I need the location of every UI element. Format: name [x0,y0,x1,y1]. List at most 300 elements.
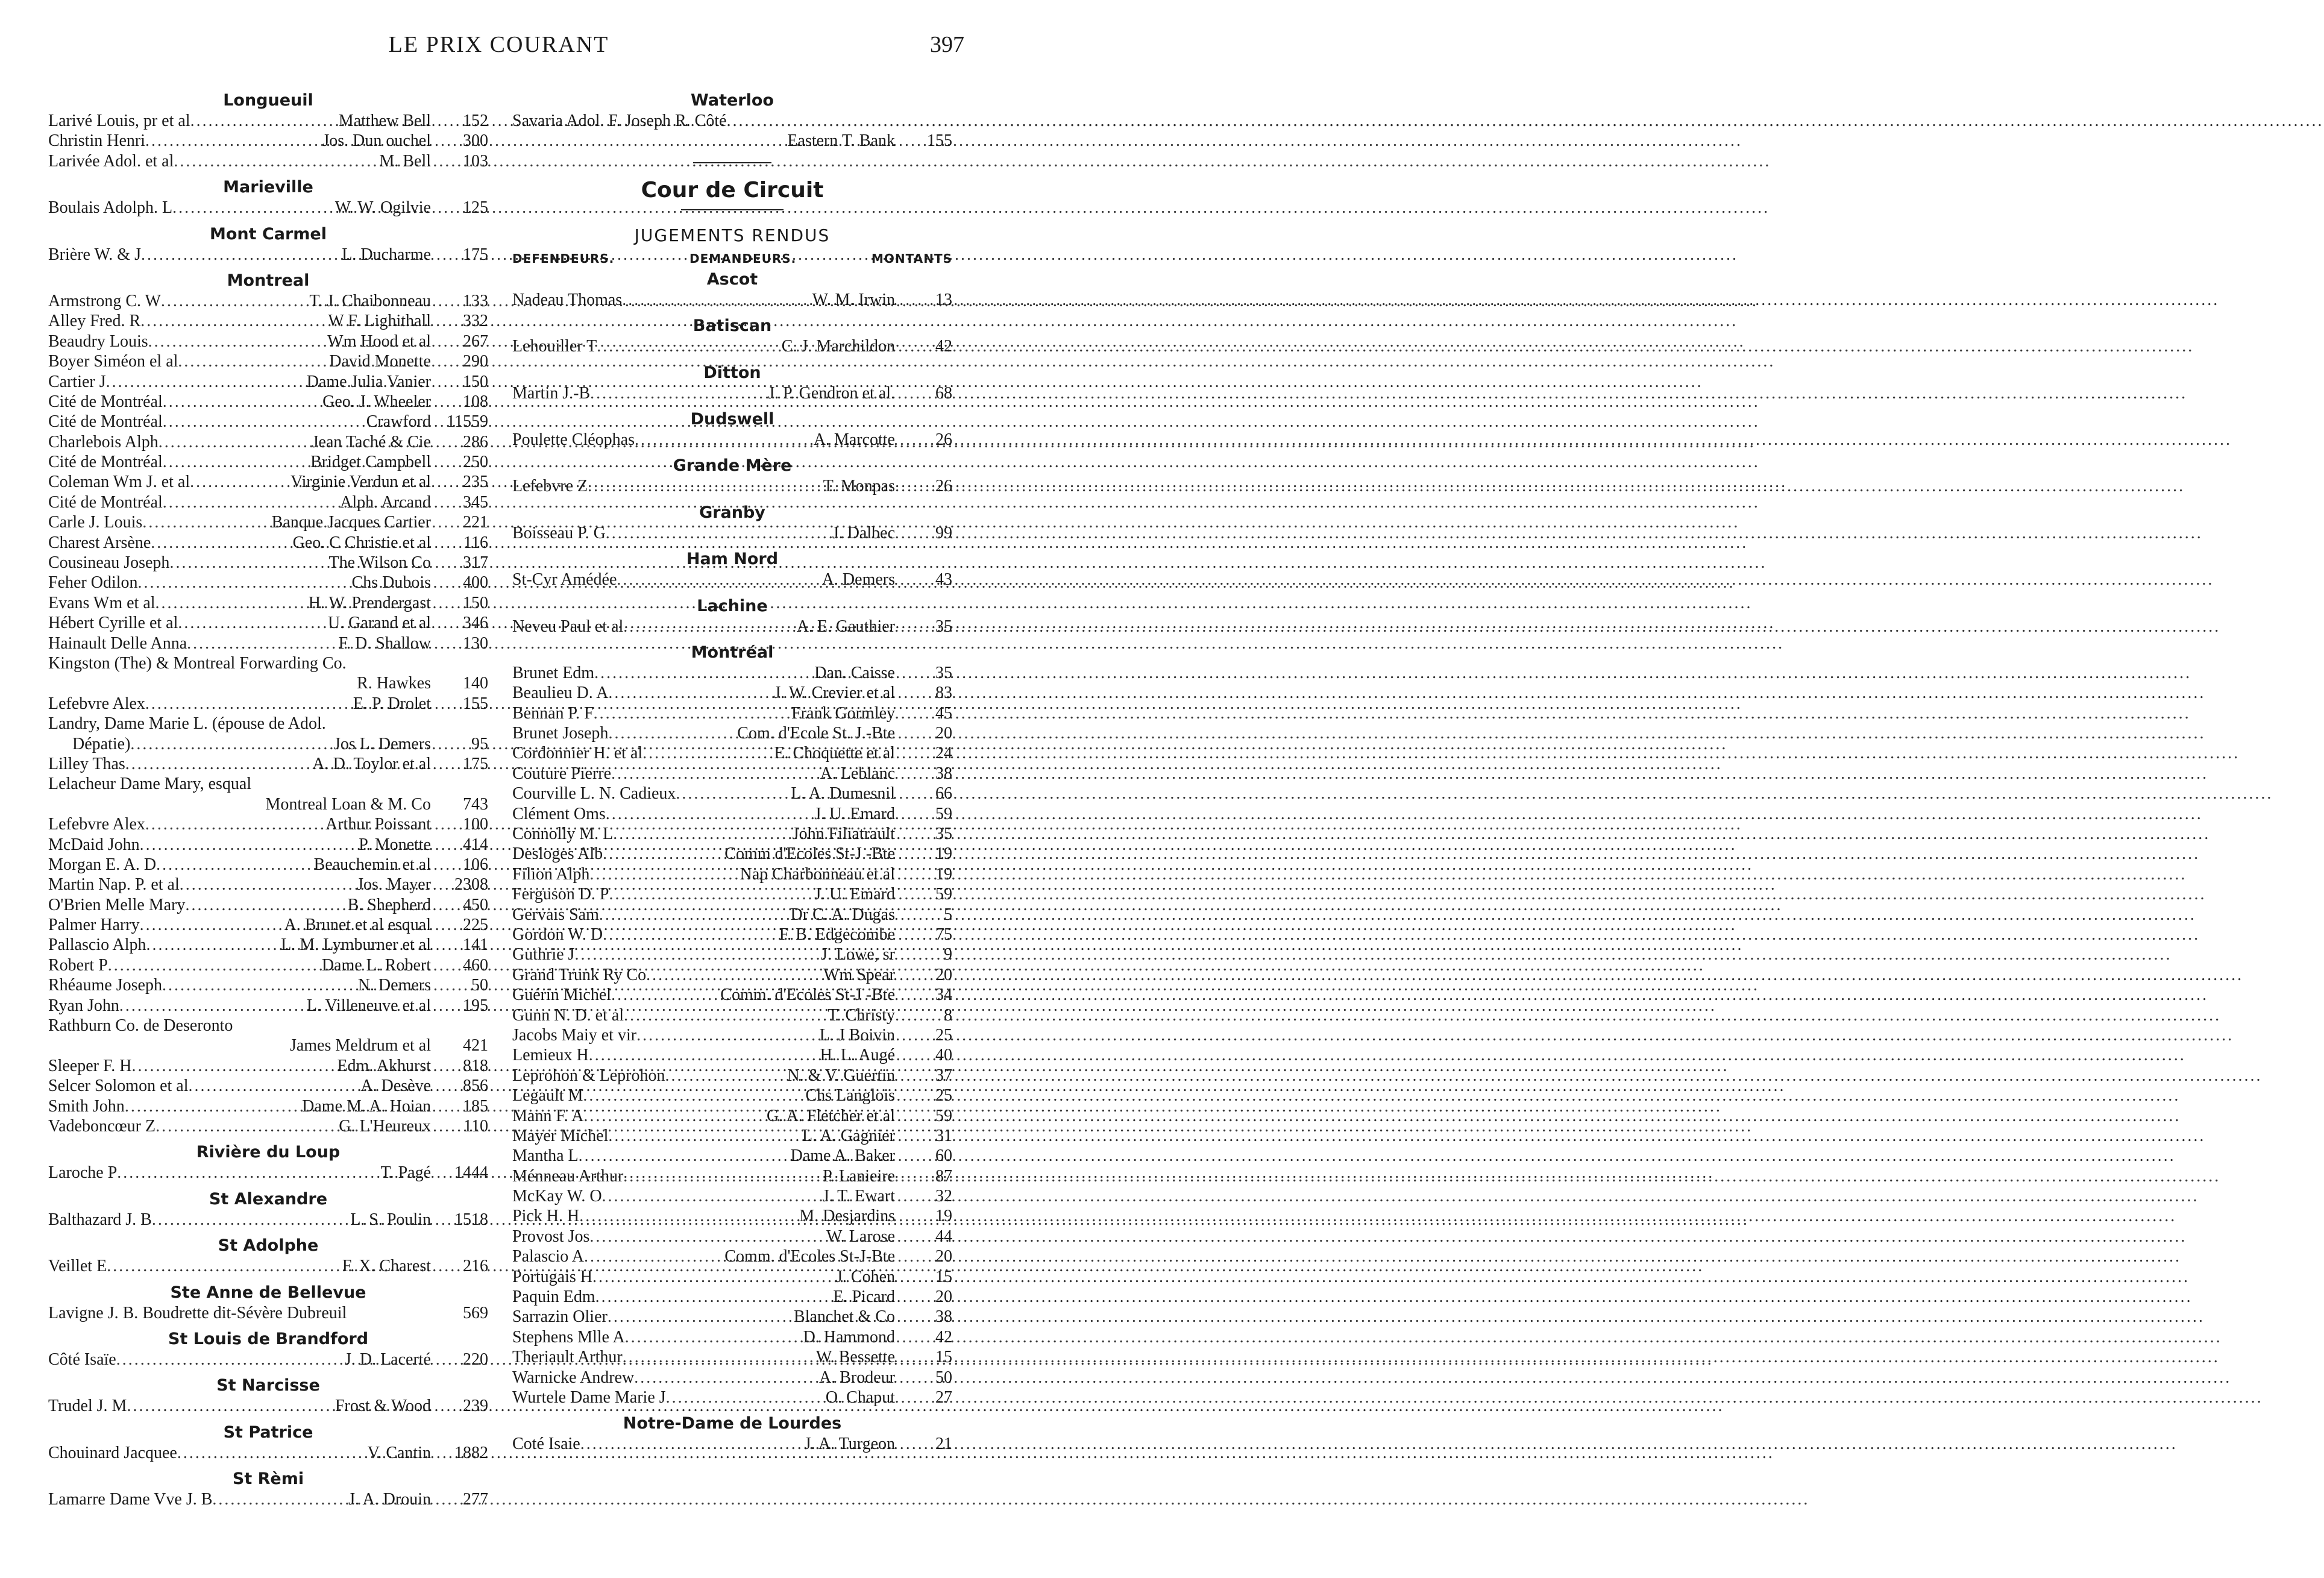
town-heading: Ham Nord [686,550,779,569]
amount: 83 [935,684,952,703]
plaintiff: P. Lanieire [823,1166,895,1186]
plaintiff: Edm. Akhurst [337,1056,431,1075]
amount: 50 [471,976,488,995]
plaintiff: Frost & Wood [334,1397,431,1416]
defendant: Guérin Michel [512,985,612,1005]
plaintiff: F. X. Charest [342,1257,431,1276]
section-title: Cour de Circuit [641,177,824,203]
amount: 185 [463,1096,488,1116]
plaintiff: N. Demers [357,976,431,995]
defendant: Poulette Cléophas [512,430,635,449]
judgment-row-continued [48,794,488,814]
plaintiff: Virginie Verdun et al [290,473,431,492]
defendant: Alley Fred. R [48,312,141,331]
leader-dots [574,945,821,964]
amount: 317 [463,553,488,573]
defendant: Lavigne J. B. Boudrette dit-Sévère Dubreuil [48,1303,347,1322]
defendant: Kingston (The) & Montreal Forwarding Co. [48,653,347,673]
amount: 460 [463,955,488,975]
leader-dots [599,905,791,925]
judgment-row [48,653,488,673]
judgment-row [48,714,488,734]
leader-dots [155,1116,339,1136]
plaintiff: J. W. Crevier et al [774,684,895,703]
amount: 25 [935,1086,952,1105]
plaintiff: James Meldrum et al [289,1036,431,1055]
leader-dots [151,533,292,553]
defendant: Charlebois Alph [48,432,159,451]
leader-dots [125,754,313,774]
leader-dots [727,111,952,131]
running-head [0,31,997,61]
plaintiff: W. Bessette [815,1348,895,1367]
plaintiff: L. Villeneuve et al [306,996,431,1015]
leader-dots [161,291,309,311]
amount: 66 [935,784,952,803]
judgment-row [512,864,952,884]
section-gap [512,403,952,409]
defendant: Pick H. H [512,1207,580,1226]
section-gap [512,310,952,316]
defendant: Trudel J. M [48,1397,127,1416]
leader-dots [138,573,352,593]
plaintiff: F. D. Shallow [338,633,431,653]
judgment-row [48,1489,488,1509]
column-header-amounts: MONTANTS [872,251,952,266]
judgment-row [512,1045,952,1065]
judgment-row [48,895,488,915]
defendant: Larivé Louis, рr et al [48,112,190,130]
judgment-row [48,975,488,995]
plaintiff: Wm Hood et al [327,332,431,351]
leader-dots [117,1163,380,1183]
amount: 346 [463,614,488,633]
leader-dots [635,430,814,450]
leader-dots [589,864,740,884]
judgment-row [512,905,952,925]
amount: 2308 [454,875,488,894]
judgment-row [48,814,488,834]
plaintiff: O. Chaput [825,1388,895,1407]
judgment-row [512,1206,952,1226]
amount: 133 [463,291,488,310]
defendant: Leprohon & Leprohon [512,1066,665,1085]
plaintiff: Banque Jacques Cartier [271,513,431,532]
defendant: St-Cyr Amédée [512,570,617,589]
leader-dots [603,925,779,945]
defendant: Smith John [48,1096,125,1116]
defendant: Paquin Edm [512,1287,595,1307]
judgment-row [512,523,952,543]
amount: 26 [935,477,952,496]
amount: 38 [935,1307,952,1327]
defendant: Pallascio Alph [48,935,146,955]
leader-dots [608,683,774,703]
leader-dots [163,452,310,472]
leader-dots [185,895,347,915]
amount: 106 [463,855,488,874]
judgment-row [48,835,488,855]
amount: 5 [944,905,952,924]
judgment-row [512,1327,952,1347]
amount: 818 [463,1056,488,1075]
amount: 150 [463,372,488,391]
judgment-row [48,512,488,532]
plaintiff: Comm. d'Ecoles St-J-Bte [724,1247,895,1266]
defendant-continued: Dépatie) [72,734,131,753]
plaintiff: L. Ducharme [342,245,431,264]
leader-dots [156,855,313,875]
amount: 19 [935,864,952,884]
leader-dots [142,512,271,532]
plaintiff: L. M. Lymburner et al [281,935,431,955]
leader-dots [580,1434,805,1454]
leader-dots [603,844,724,864]
amount: 35 [935,663,952,682]
leader-dots [178,613,328,633]
leader-dots [163,412,366,432]
leader-dots [159,432,312,452]
leader-dots [583,1086,805,1105]
leader-dots [119,996,307,1016]
plaintiff: U. Garand et al [327,614,431,633]
town-heading: Ascot [706,269,758,289]
plaintiff: R. Hawkes [357,674,431,693]
leader-dots [589,1227,826,1246]
leader-dots [590,383,768,403]
amount: 130 [463,633,488,653]
amount: 103 [463,151,488,171]
amount: 13 [935,290,952,309]
defendant: Lilley Thas [48,754,125,773]
defendant: Laroche P [48,1163,118,1183]
leader-dots [127,1396,335,1416]
judgment-row [48,996,488,1016]
town-heading: Rivière du Loup [196,1143,341,1162]
amount: 414 [463,835,488,854]
amount: 345 [463,492,488,512]
judgment-row [48,392,488,412]
judgment-row [48,1056,488,1076]
leader-dots [579,1146,791,1166]
defendant: Stephens Mlle A [512,1327,625,1347]
amount: 32 [935,1187,952,1206]
amount: 225 [463,916,488,935]
judgment-row [512,1347,952,1367]
section-gap [48,1323,488,1329]
judgment-row [48,1163,488,1183]
judgment-row [512,723,952,743]
leader-dots [163,492,340,512]
leader-dots [609,884,815,904]
amount: 250 [463,453,488,472]
amount: 20 [935,1287,952,1307]
amount: 221 [463,513,488,532]
leader-dots [190,111,339,131]
defendant: Beaulieu D. A [512,684,609,703]
judgment-row [48,915,488,935]
page-number: 397 [930,32,964,57]
court-entries [512,269,952,1454]
judgment-row [512,965,952,985]
plaintiff: Jos. Mayer [357,875,431,894]
leader-dots [588,476,823,496]
defendant: Sarrazin Olier [512,1307,608,1327]
town-heading: St Louis de Brandford [168,1329,369,1348]
judgment-row [512,1368,952,1388]
amount: 8 [944,1005,952,1025]
plaintiff: Nap Charbonneau et al [740,864,895,884]
leader-dots [625,1327,803,1347]
defendant: Wurtele Dame Marie J [512,1388,666,1407]
defendant: Evans Wm et al [48,593,155,612]
judgment-row [48,855,488,875]
judgment-row [48,452,488,472]
judgment-row [512,1126,952,1146]
plaintiff: M. Desjardins [799,1207,895,1226]
page-title: LE PRIX COURANT [388,32,609,57]
amount: 100 [463,815,488,834]
amount: 75 [935,925,952,944]
plaintiff: Dan. Caisse [814,663,895,682]
judgment-row [48,472,488,492]
defendant: Veillet E [48,1257,107,1276]
judgment-row [512,743,952,763]
amount: 155 [463,694,488,713]
plaintiff: A. Leblanc [820,764,895,783]
section-gap [48,218,488,224]
judgment-row [48,1350,488,1369]
leader-dots [163,392,322,412]
plaintiff: G. L'Heureux [339,1116,431,1136]
defendant: Lefebvre Z [512,477,588,496]
defendant: Cité de Montréal [48,492,163,512]
plaintiff: Dr C. A. Dugas [790,905,895,924]
plaintiff: T. Christy [828,1005,895,1025]
leader-dots [611,764,820,784]
defendant: Boyer Siméon el al [48,352,178,371]
judgment-row [48,1256,488,1276]
column-header-plaintiffs: DEMANDEURS. [689,251,797,266]
left-column [48,90,488,1509]
judgment-row [512,111,952,131]
defendant: Boulais Adolph. L [48,198,173,218]
defendant: Palascio A [512,1247,584,1266]
leader-dots [141,245,342,265]
section-divider [693,162,771,163]
leader-dots [140,311,328,331]
leader-dots [177,1443,368,1463]
judgment-row [512,1246,952,1266]
judgment-row [48,1076,488,1096]
judgment-row [48,1443,488,1463]
judgment-row [512,703,952,723]
leader-dots [646,965,823,985]
defendant: Martin J.-B [512,383,591,403]
amount: 743 [463,794,488,814]
plaintiff: J. Cohen [836,1267,895,1286]
judgment-row [512,1307,952,1327]
defendant: Lefebvre Alex [48,694,145,713]
section-gap [48,1230,488,1236]
amount: 50 [935,1368,952,1387]
judgment-row [48,754,488,774]
judgment-row [48,633,488,653]
plaintiff: J. U. Emard [814,804,895,823]
leader-dots [148,332,328,351]
defendant: Jacobs Maiy et vir [512,1025,637,1045]
amount: 35 [935,617,952,636]
town-heading: Ste Anne de Bellevue [170,1283,366,1302]
amount: 42 [935,1327,952,1347]
leader-dots [107,1256,342,1276]
amount: 38 [935,764,952,783]
defendant: Legault M [512,1086,583,1105]
plaintiff: J. D. Lacerté [344,1350,431,1369]
plaintiff: Dame A. Baker [790,1146,895,1166]
leader-dots [169,553,328,573]
amount: 68 [935,383,952,403]
defendant: Brunet Joseph [512,724,609,743]
town-heading: Ditton [703,363,761,382]
defendant: Lamarre Dame Vve J. B [48,1490,213,1509]
judgment-row [48,1016,488,1036]
section-gap [512,497,952,503]
defendant: Ménneau Arthur [512,1166,624,1186]
plaintiff: Blanchet & Co [794,1307,895,1327]
leader-dots [606,523,832,543]
plaintiff: P. Monette [359,835,431,854]
judgment-row [512,1186,952,1206]
leader-dots [162,975,358,995]
leader-dots [617,570,821,589]
defendant: Côté Isaïe [48,1350,116,1369]
town-heading: Granby [699,503,765,522]
defendant: Cordonnier H. et al [512,744,643,763]
defendant: Balthazard J. B [48,1210,152,1229]
amount: 125 [463,198,488,218]
plaintiff: Matthew Bell [338,112,431,130]
section-gap [512,590,952,596]
amount: 152 [463,112,488,130]
section-gap [512,357,952,363]
judgment-row [48,613,488,633]
amount: 239 [463,1397,488,1416]
amount: 15 [935,1348,952,1367]
town-heading: Lachine [697,596,768,615]
plaintiff: Dame Julia Vanier [306,372,431,391]
town-heading: Montréal [691,643,774,662]
plaintiff: Dame L. Robert [321,955,431,975]
leader-dots [594,663,814,683]
amount: 1518 [454,1210,488,1229]
judgment-row [48,553,488,573]
judgment-row [512,1086,952,1105]
plaintiff: W. Larose [826,1227,895,1246]
defendant: Morgan E. A. D [48,855,157,874]
defendant: Connolly M. L [512,825,614,844]
amount: 59 [935,885,952,904]
plaintiff: A. Desève [360,1077,431,1096]
leader-dots [146,935,281,955]
leader-dots [187,633,339,653]
plaintiff: Bridget Campbell [310,453,431,472]
judgment-row [48,875,488,894]
plaintiff: W. M. Irwin [812,290,895,309]
defendant: Cousineau Joseph [48,553,170,573]
town-heading: Dudswell [690,409,774,429]
section-subtitle: JUGEMENTS RENDUS [634,225,831,245]
plaintiff: J. U. Emard [814,885,895,904]
section-gap [512,450,952,456]
amount: 42 [935,337,952,356]
plaintiff: L. J Boivin [819,1025,895,1045]
defendant: Gordon W. D [512,925,603,944]
judgment-row [48,198,488,218]
amount: 332 [463,312,488,331]
defendant: McDaid John [48,835,140,854]
defendant: Larivée Adol. et al [48,151,174,171]
defendant: Warnicke Andrew [512,1368,635,1387]
plaintiff: W. W. Ogilvie [334,198,431,218]
judgment-row [48,1396,488,1416]
judgment-row [512,804,952,824]
amount: 19 [935,1207,952,1226]
amount: 216 [463,1257,488,1276]
defendant: Clément Oms [512,804,606,823]
judgment-row [48,291,488,311]
plaintiff: J. A. Drouin [348,1490,431,1509]
plaintiff: Com. d'Ecole St. J.-Bte [737,724,895,743]
plaintiff: J. Lowe, sr [821,945,895,964]
amount: 286 [463,432,488,451]
judgment-row [48,245,488,265]
leader-dots [178,351,329,371]
section-gap [48,1277,488,1283]
defendant: Neveu Paul et al [512,617,624,636]
plaintiff: Dame M. A. Hoian [302,1096,431,1116]
judgment-row [512,336,952,356]
plaintiff: H. L. Augé [820,1046,895,1065]
leader-dots [597,336,782,356]
amount: 59 [935,1106,952,1125]
leader-dots [611,985,720,1005]
judgment-row [512,476,952,496]
amount: 155 [927,131,952,151]
plaintiff: A. D. Toylor et al [312,754,431,773]
amount: 569 [463,1303,488,1322]
plaintiff: Chs Langlois [805,1086,895,1105]
plaintiff: J. T. Ewart [822,1187,895,1206]
amount: 421 [463,1036,488,1055]
amount: 116 [463,533,488,552]
defendant: Coté Isaie [512,1435,580,1454]
town-heading: St Adolphe [218,1236,319,1256]
defendant: Lemieux H [512,1046,589,1065]
section-gap [48,1369,488,1375]
plaintiff: Geo. C Christie et al [292,533,431,552]
plaintiff: Beauchemin et al [313,855,431,874]
plaintiff: Jos. Dun ouchel [322,131,431,151]
plaintiff: The Wilson Co [328,553,431,573]
plaintiff: T. J. Chaibonneau [309,291,431,310]
amount: 99 [935,523,952,542]
section-gap [512,637,952,643]
defendant: Ryan John [48,996,119,1015]
amount: 195 [463,996,488,1015]
judgment-row [48,1116,488,1136]
defendant: Mantha L [512,1146,579,1166]
